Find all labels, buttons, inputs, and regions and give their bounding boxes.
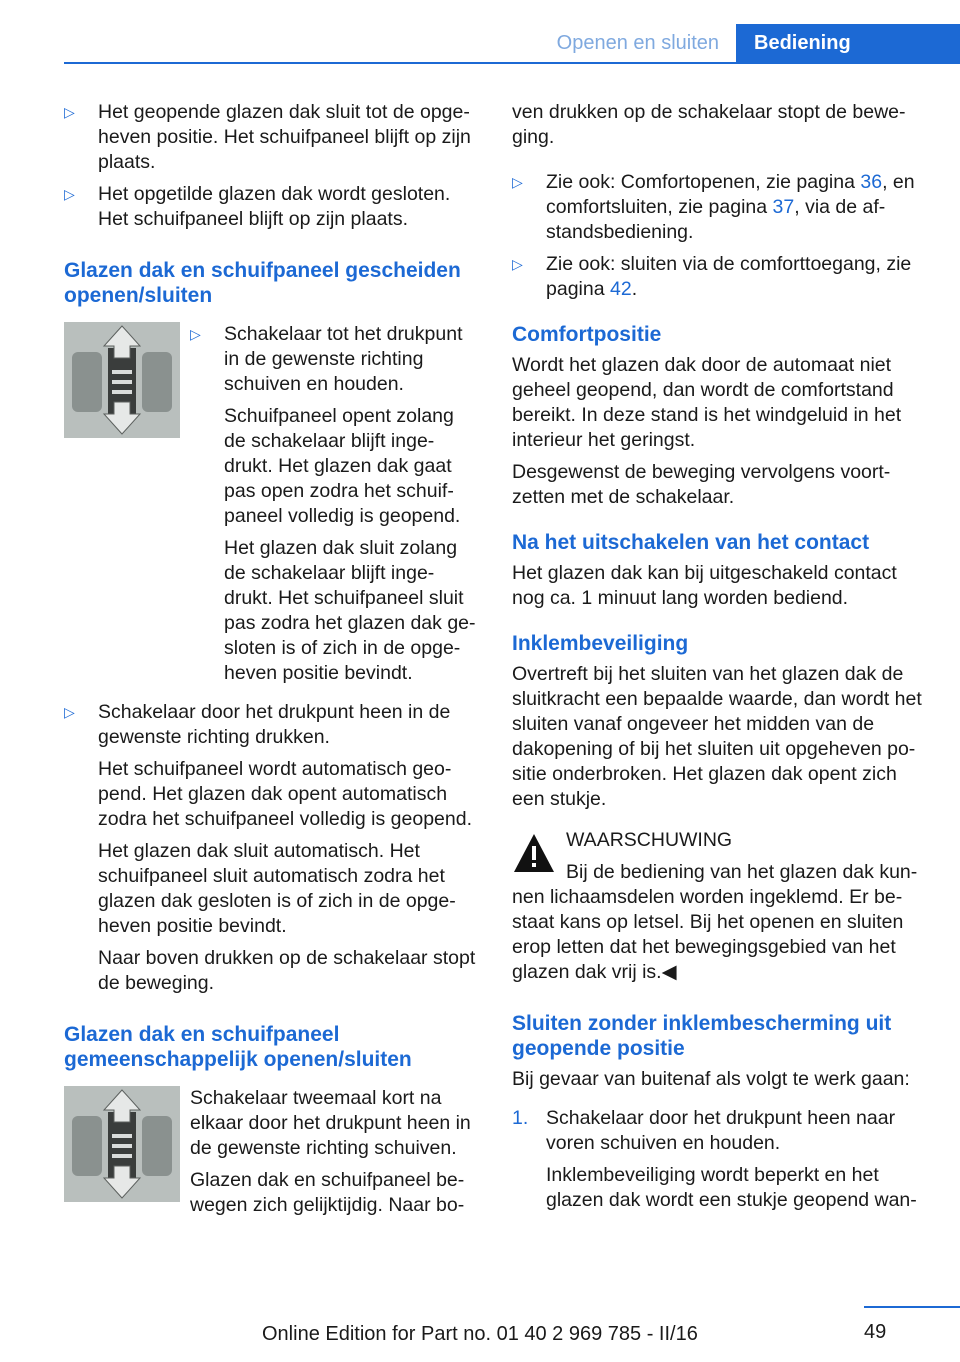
- header-chapter-tab: Bediening: [736, 24, 960, 64]
- figure-row: [64, 1086, 480, 1218]
- body-text: Glazen dak en schuifpaneel be-wegen zich gelijktijdig. Naar bo-: [190, 1169, 465, 1216]
- list-item: [512, 252, 928, 302]
- warning-title: WAARSCHUWING: [566, 829, 733, 851]
- bullet-text: Naar boven drukken op de schakelaar stopt de beweging.: [98, 947, 476, 994]
- left-column: [64, 100, 480, 1218]
- right-column: [512, 100, 928, 1220]
- figure-row: [64, 322, 480, 693]
- roof-switch-image: [64, 1086, 180, 1202]
- warning-triangle-icon: [512, 832, 556, 874]
- triangle-bullet-icon: ▷: [64, 104, 75, 120]
- bullet-text: Het glazen dak sluit zolang de schakelaar blijft inge-drukt. Het schuifpaneel sluit pas zodra het glazen dak ge-sloten is of zich in de opge-heven positie bevindt.: [224, 537, 476, 684]
- bullet-text: Het schuifpaneel wordt automatisch geo-pend. Het glazen dak opent automatisch zodra het schuifpaneel volledig is geopend.: [98, 758, 473, 830]
- heading-comfortpositie: Comfortpositie: [512, 323, 662, 346]
- bullet-text: Het opgetilde glazen dak wordt gesloten. Het schuifpaneel blijft op zijn plaats.: [98, 183, 451, 230]
- bullet-text: Het geopende glazen dak sluit tot de opge-heven positie. Het schuifpaneel blijft op zijn plaats.: [98, 101, 471, 173]
- section-heading-separate: Glazen dak en schuifpaneel gescheiden openen/sluiten: [64, 259, 461, 307]
- footer-rule: [864, 1306, 960, 1308]
- heading-contact: Na het uitschakelen van het contact: [512, 531, 870, 554]
- list-item: [64, 182, 480, 232]
- page-link-37[interactable]: 37: [772, 196, 795, 218]
- body-text: Overtreft bij het sluiten van het glazen dak de sluitkracht een bepaalde waarde, dan wordt het sluiten vanaf ongeveer het midden van de dakopening of bij het sluiten uit opgeheven po-sitie onderbroken. Het glazen dak opent zich een stukje.: [512, 663, 922, 810]
- warning-text: Bij de bediening van het glazen dak kun-nen lichaamsdelen worden ingeklemd. Er be-staat kans op letsel. Bij het openen en sluiten erop letten dat het bewegingsgebied van het glazen dak vrij is.◀: [512, 861, 918, 983]
- bullet-text: Het glazen dak sluit automatisch. Het schuifpaneel sluit automatisch zodra het glazen dak gesloten is of zich in de opge-heven positie bevindt.: [98, 840, 456, 937]
- bullet-text: Schuifpaneel opent zolang de schakelaar blijft inge-drukt. Het glazen dak gaat pas open zodra het schuif-paneel volledig is geopend.: [224, 405, 461, 527]
- triangle-bullet-icon: ▷: [64, 704, 75, 720]
- step-number: 1.: [512, 1107, 529, 1129]
- header-section-title: Openen en sluiten: [556, 32, 719, 54]
- header-rule: [64, 62, 736, 64]
- list-item: [512, 1106, 928, 1213]
- body-text: Schakelaar tweemaal kort na elkaar door het drukpunt heen in de gewenste richting schuiven.: [190, 1087, 471, 1159]
- step-text: Schakelaar door het drukpunt heen naar voren schuiven en houden.: [546, 1107, 896, 1154]
- body-text: Wordt het glazen dak door de automaat niet geheel geopend, dan wordt de comfortstand bereikt. In deze stand is het windgeluid in het interieur het geringst.: [512, 354, 902, 451]
- page-link-42[interactable]: 42: [609, 278, 632, 300]
- body-text: Bij gevaar van buitenaf als volgt te werk gaan:: [512, 1068, 910, 1090]
- page-link-36[interactable]: 36: [860, 171, 883, 193]
- list-item: [64, 100, 480, 175]
- triangle-bullet-icon: ▷: [190, 326, 201, 342]
- list-item: [190, 322, 480, 686]
- triangle-bullet-icon: ▷: [512, 256, 523, 272]
- bullet-text: Schakelaar door het drukpunt heen in de gewenste richting drukken.: [98, 701, 451, 748]
- warning-block: [512, 828, 928, 985]
- body-text: ven drukken op de schakelaar stopt de bewe-ging.: [512, 101, 906, 148]
- body-text: Desgewenst de beweging vervolgens voort-zetten met de schakelaar.: [512, 461, 891, 508]
- triangle-bullet-icon: ▷: [512, 174, 523, 190]
- section-heading-together: Glazen dak en schuifpaneel gemeenschappelijk openen/sluiten: [64, 1023, 412, 1071]
- list-item: [512, 170, 928, 245]
- cross-reference-text: Zie ook: Comfortopenen, zie pagina 36, en comfortsluiten, zie pagina 37, via de af-standsbediening.: [546, 171, 915, 243]
- body-text: Het glazen dak kan bij uitgeschakeld contact nog ca. 1 minuut lang worden bediend.: [512, 562, 897, 609]
- heading-inklembeveiliging: Inklembeveiliging: [512, 632, 689, 655]
- triangle-bullet-icon: ▷: [64, 186, 75, 202]
- bullet-text: Schakelaar tot het drukpunt in de gewenste richting schuiven en houden.: [224, 323, 463, 395]
- edition-footer: Online Edition for Part no. 01 40 2 969 785 - II/16: [262, 1323, 698, 1345]
- list-item: [64, 700, 480, 996]
- page-number: 49: [864, 1321, 887, 1343]
- roof-switch-image: [64, 322, 180, 438]
- cross-reference-text: Zie ook: sluiten via de comforttoegang, zie pagina 42.: [546, 253, 912, 300]
- step-text: Inklembeveiliging wordt beperkt en het glazen dak wordt een stukje geopend wan-: [546, 1164, 917, 1211]
- heading-close-without-protection: Sluiten zonder inklembescherming uit geopende positie: [512, 1012, 892, 1060]
